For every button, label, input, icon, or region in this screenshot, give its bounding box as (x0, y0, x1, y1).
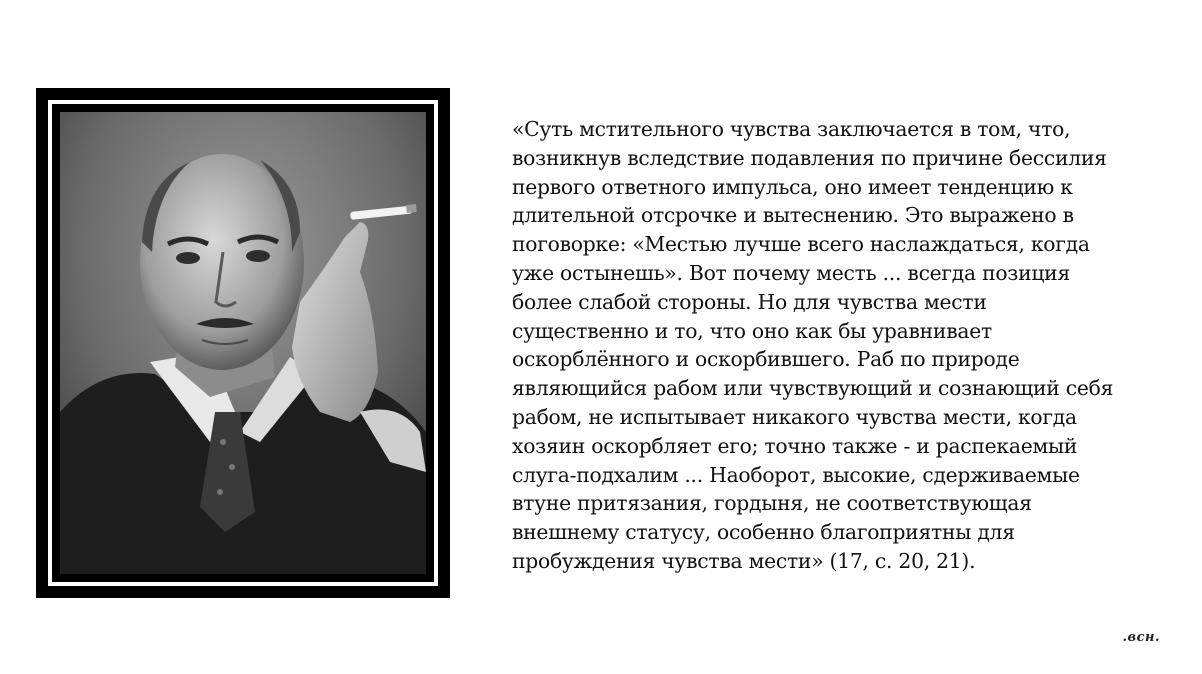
quote-line: втуне притязания, гордыня, не соответствующая (512, 491, 1032, 516)
quote-line: пробуждения чувства мести» (17, с. 20, 21). (512, 548, 976, 573)
quote-line: слуга-подхалим ... Наоборот, высокие, сдерживаемые (512, 462, 1080, 487)
quote-line: хозяин оскорбляет его; точно также - и распекаемый (512, 433, 1078, 458)
quote-line: рабом, не испытывает никакого чувства мести, когда (512, 404, 1077, 429)
quote-line: более слабой стороны. Но для чувства мести (512, 289, 987, 314)
quote-line: являющийся рабом или чувствующий и сознающий себя (512, 376, 1114, 401)
quote-line: оскорблённого и оскорбившего. Раб по природе (512, 347, 1020, 372)
quote-line: внешнему статусу, особенно благоприятны для (512, 520, 1015, 545)
quote-line: существенно и то, что оно как бы уравнивает (512, 318, 992, 343)
portrait-photo-icon (60, 112, 426, 574)
portrait-drawing (60, 112, 426, 574)
signature-mark: .всн. (1122, 630, 1160, 645)
quote-text (512, 115, 1172, 576)
quote-line: уже остынешь». Вот почему месть ... всегда позиция (512, 260, 1070, 285)
quote-line: возникнув вследствие подавления по причине бессилия (512, 145, 1107, 170)
quote-line: первого ответного импульса, оно имеет тенденцию к (512, 174, 1073, 199)
quote-line: «Суть мстительного чувства заключается в том, что, (512, 117, 1071, 141)
portrait-frame (36, 88, 450, 598)
quote-line: длительной отсрочке и вытеснению. Это выражено в (512, 203, 1074, 228)
quote-line: поговорке: «Местью лучше всего наслаждаться, когда (512, 232, 1090, 257)
